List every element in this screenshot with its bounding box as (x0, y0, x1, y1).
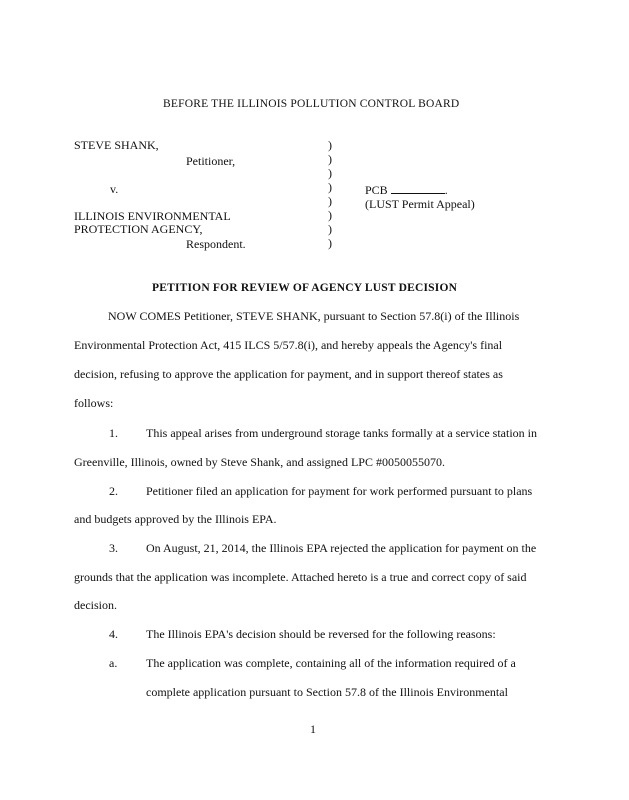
court-title: BEFORE THE ILLINOIS POLLUTION CONTROL BOARD (163, 98, 460, 110)
paragraph-line: This appeal arises from underground storage tanks formally at a service station in (146, 426, 537, 440)
paragraph-number: 3. (109, 541, 118, 555)
subparagraph-letter: a. (109, 656, 118, 670)
paragraph-number: 1. (109, 426, 118, 440)
document-heading: PETITION FOR REVIEW OF AGENCY LUST DECISION (152, 282, 458, 294)
case-number-blank (391, 183, 445, 194)
versus-label: v. (110, 182, 119, 196)
petitioner-role: Petitioner, (186, 154, 236, 168)
respondent-name-line1: ILLINOIS ENVIRONMENTAL (74, 209, 231, 223)
case-prefix: PCB (365, 183, 388, 197)
intro-line: NOW COMES Petitioner, STEVE SHANK, pursuant to Section 57.8(i) of the Illinois (108, 309, 520, 323)
caption-paren: ) (328, 152, 332, 166)
intro-line: follows: (74, 396, 114, 410)
paragraph-line: and budgets approved by the Illinois EPA. (74, 512, 277, 526)
paragraph-number: 2. (109, 484, 118, 498)
page-number: 1 (310, 722, 316, 736)
intro-line: decision, refusing to approve the application for payment, and in support thereof states as (74, 367, 503, 381)
caption-paren: ) (328, 208, 332, 222)
caption-paren: ) (328, 194, 332, 208)
paragraph-line: Petitioner filed an application for payment for work performed pursuant to plans (146, 484, 533, 498)
case-type: (LUST Permit Appeal) (365, 197, 475, 211)
paragraph-line: grounds that the application was incomplete. Attached hereto is a true and correct copy of said (74, 570, 527, 584)
paragraph-number: 4. (109, 627, 118, 641)
paragraph-line: On August, 21, 2014, the Illinois EPA rejected the application for payment on the (146, 541, 537, 555)
case-suffix: . (444, 183, 448, 197)
paragraph-line: decision. (74, 598, 117, 612)
caption-paren: ) (328, 138, 332, 152)
paragraph-line: Greenville, Illinois, owned by Steve Shank, and assigned LPC #0050055070. (74, 455, 445, 469)
respondent-name-line2: PROTECTION AGENCY, (74, 222, 203, 236)
subparagraph-line: The application was complete, containing all of the information required of a (146, 656, 516, 670)
caption-paren: ) (328, 222, 332, 236)
caption-paren: ) (328, 236, 332, 250)
caption-paren: ) (328, 166, 332, 180)
respondent-role: Respondent. (186, 237, 246, 251)
subparagraph-line: complete application pursuant to Section 57.8 of the Illinois Environmental (146, 685, 508, 699)
caption-paren: ) (328, 180, 332, 194)
petitioner-name: STEVE SHANK, (74, 138, 159, 152)
case-number (365, 183, 448, 197)
intro-line: Environmental Protection Act, 415 ILCS 5/57.8(i), and hereby appeals the Agency's final (74, 338, 503, 352)
paragraph-line: The Illinois EPA's decision should be reversed for the following reasons: (146, 627, 496, 641)
